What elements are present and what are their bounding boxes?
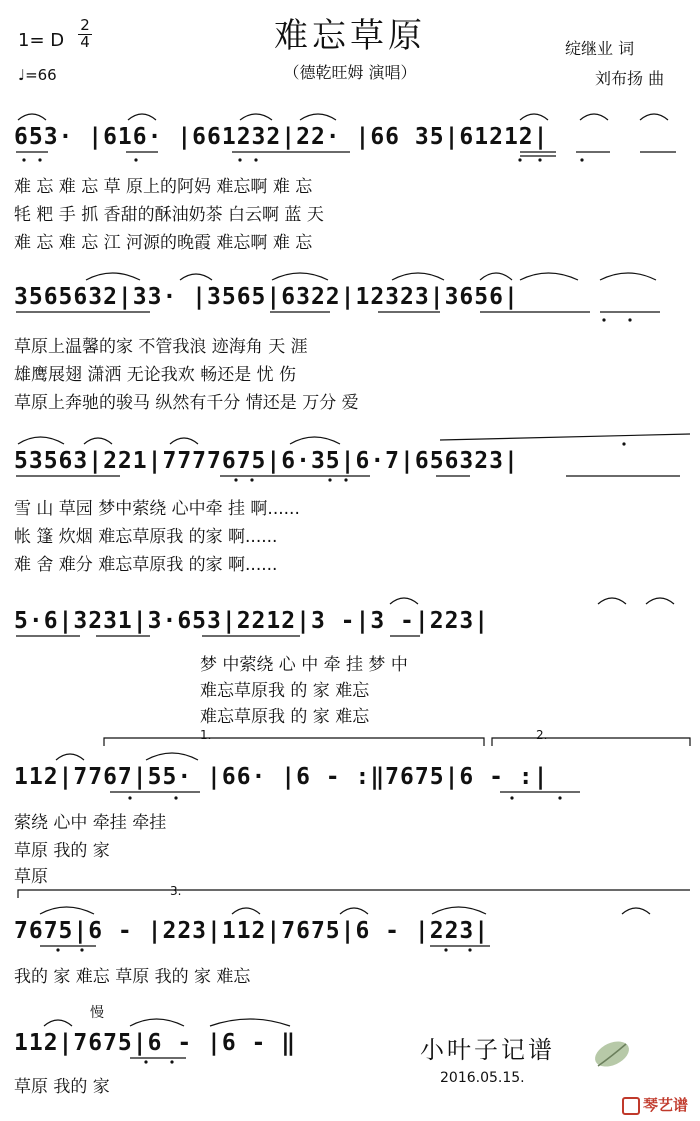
lyricist-credit: 绽继业 词 — [565, 39, 635, 58]
lyric-line-7-1: 草原 我的 家 — [14, 1077, 110, 1097]
notation-line-7: 112|7675|6 - |6 - ‖ — [14, 1030, 297, 1056]
transcription-date: 2016.05.15. — [440, 1070, 525, 1086]
lyric-line-5-3: 草原 — [14, 867, 48, 887]
key-signature: 1= D — [18, 30, 65, 51]
composer-credit: 刘布扬 曲 — [595, 69, 665, 88]
brand-name: 琴艺谱 — [643, 1096, 689, 1114]
time-signature-bottom: 4 — [78, 34, 92, 50]
lyric-line-5-1: 萦绕 心中 牵挂 牵挂 — [14, 813, 167, 833]
song-title: 难忘草原 — [274, 16, 426, 56]
notation-line-2: 3565632|33· |3565|6322|12323|3656| — [14, 284, 519, 310]
lyric-line-2-1: 草原上温馨的家 不管我浪 迹海角 天 涯 — [14, 337, 308, 357]
notation-line-1: 653· |616· |661232|22· |66 35|61212| — [14, 124, 549, 150]
tempo-slow-mark: 慢 — [90, 1005, 104, 1021]
notation-line-4: 5·6|3231|3·653|2212|3 -|3 -|223| — [14, 608, 490, 634]
lyric-line-3-1: 雪 山 草园 梦中萦绕 心中牵 挂 啊...... — [14, 499, 300, 519]
lyric-line-6-1: 我的 家 难忘 草原 我的 家 难忘 — [14, 967, 251, 987]
lyric-line-5-2: 草原 我的 家 — [14, 841, 110, 861]
lyric-line-4-3: 难忘草原我 的 家 难忘 — [200, 707, 370, 727]
notation-line-6: 7675|6 - |223|112|7675|6 - |223| — [14, 918, 490, 944]
notation-line-5: 112|7767|55· |66· |6 - :‖7675|6 - :| — [14, 764, 549, 790]
lyric-line-1-2: 牦 粑 手 抓 香甜的酥油奶茶 白云啊 蓝 天 — [14, 205, 324, 225]
lyric-line-3-2: 帐 篷 炊烟 难忘草原我 的家 啊...... — [14, 527, 278, 547]
volta-2-label: 2. — [536, 728, 548, 742]
lyric-line-3-3: 难 舍 难分 难忘草原我 的家 啊...... — [14, 555, 278, 575]
volta-3-label: 3. — [170, 884, 182, 898]
tempo-mark: ♩=66 — [18, 66, 57, 84]
transcriber-signature: 小叶子记谱 — [420, 1036, 555, 1064]
volta-1-label: 1. — [200, 728, 212, 742]
performer-note: （德乾旺姆 演唱） — [283, 63, 417, 82]
lyric-line-2-2: 雄鹰展翅 潇洒 无论我欢 畅还是 忧 伤 — [14, 365, 297, 385]
lyric-line-4-1: 梦 中萦绕 心 中 牵 挂 梦 中 — [200, 655, 408, 675]
notation-line-3: 53563|221|7777675|6·35|6·7|656323| — [14, 448, 519, 474]
lyric-line-1-1: 难 忘 难 忘 草 原上的阿妈 难忘啊 难 忘 — [14, 177, 313, 197]
lyric-line-2-3: 草原上奔驰的骏马 纵然有千分 情还是 万分 爱 — [14, 393, 359, 413]
time-signature-top: 2 — [80, 16, 90, 34]
lyric-line-1-3: 难 忘 难 忘 江 河源的晚霞 难忘啊 难 忘 — [14, 233, 313, 253]
lyric-line-4-2: 难忘草原我 的 家 难忘 — [200, 681, 370, 701]
